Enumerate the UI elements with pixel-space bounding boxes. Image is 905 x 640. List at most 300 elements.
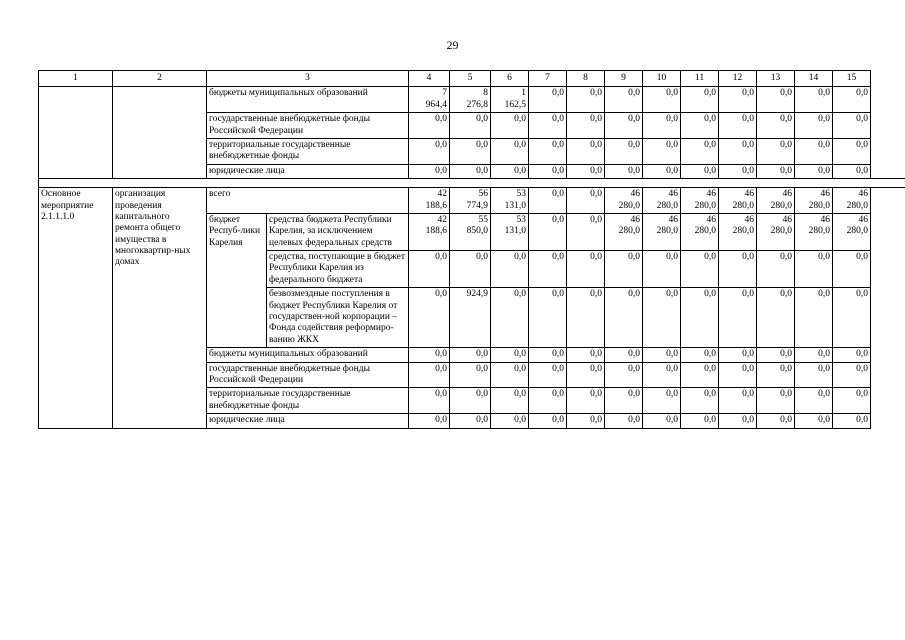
value-cell xyxy=(757,213,795,250)
value-cell xyxy=(719,388,757,414)
value-cell xyxy=(833,348,871,362)
value-cell xyxy=(643,87,681,113)
value-cell xyxy=(833,138,871,164)
value-text: 0,0 xyxy=(552,88,564,99)
value-cell xyxy=(643,288,681,348)
value-text: 53 xyxy=(516,214,526,225)
value-text: 53 xyxy=(516,189,526,200)
source-label: безвозмездные поступления в бюджет Республики Карелия от государствен-ной корпорации – Фонда содействия реформиро-ванию ЖКХ xyxy=(267,288,409,348)
activity-name-cell: организация проведения капитального ремонта общего имущества в многоквартир-ных домах xyxy=(113,188,207,428)
value-text: 0,0 xyxy=(856,415,868,426)
value-text: 46 xyxy=(630,189,640,200)
value-text: 0,0 xyxy=(552,165,564,176)
value-cell xyxy=(833,414,871,428)
value-cell xyxy=(450,388,491,414)
value-cell xyxy=(567,87,605,113)
value-cell xyxy=(719,87,757,113)
value-cell xyxy=(795,188,833,214)
value-cell xyxy=(529,348,567,362)
value-text: 0,0 xyxy=(476,114,488,125)
value-text: 280,0 xyxy=(694,226,716,237)
value-text: 0,0 xyxy=(856,349,868,360)
value-text: 280,0 xyxy=(732,226,754,237)
value-text: 0,0 xyxy=(666,139,678,150)
value-cell xyxy=(681,213,719,250)
value-cell xyxy=(450,414,491,428)
value-cell xyxy=(529,113,567,139)
column-header: 9 xyxy=(605,71,643,87)
value-text: 280,0 xyxy=(694,200,716,211)
value-text: 850,0 xyxy=(466,226,488,237)
source-label: юридические лица xyxy=(207,164,409,178)
value-cell xyxy=(643,213,681,250)
value-cell xyxy=(833,362,871,388)
value-text: 0,0 xyxy=(552,139,564,150)
value-text: 0,0 xyxy=(818,114,830,125)
value-cell xyxy=(719,138,757,164)
value-cell xyxy=(757,362,795,388)
source-label: всего xyxy=(207,188,409,214)
value-cell xyxy=(409,388,450,414)
value-text: 0,0 xyxy=(818,252,830,263)
value-cell xyxy=(795,164,833,178)
value-text: 280,0 xyxy=(808,200,830,211)
value-text: 0,0 xyxy=(856,252,868,263)
value-text: 0,0 xyxy=(780,363,792,374)
value-cell xyxy=(567,348,605,362)
value-cell xyxy=(833,251,871,288)
value-cell xyxy=(833,388,871,414)
value-text: 0,0 xyxy=(476,415,488,426)
value-text: 55 xyxy=(478,214,488,225)
value-cell xyxy=(795,348,833,362)
value-cell xyxy=(681,188,719,214)
value-text: 0,0 xyxy=(435,349,447,360)
value-text: 0,0 xyxy=(780,349,792,360)
value-cell xyxy=(643,362,681,388)
value-cell xyxy=(491,87,529,113)
value-text: 0,0 xyxy=(435,252,447,263)
value-cell xyxy=(491,288,529,348)
value-cell xyxy=(491,348,529,362)
value-text: 0,0 xyxy=(666,289,678,300)
value-text: 0,0 xyxy=(856,389,868,400)
value-cell xyxy=(681,251,719,288)
value-text: 0,0 xyxy=(818,363,830,374)
value-cell xyxy=(491,113,529,139)
value-text: 276,8 xyxy=(466,99,488,110)
value-text: 774,9 xyxy=(466,200,488,211)
value-text: 0,0 xyxy=(704,88,716,99)
source-label: государственные внебюджетные фонды Российской Федерации xyxy=(207,362,409,388)
value-text: 0,0 xyxy=(704,114,716,125)
value-text: 0,0 xyxy=(514,139,526,150)
value-text: 0,0 xyxy=(666,88,678,99)
value-text: 0,0 xyxy=(590,189,602,200)
value-cell xyxy=(567,362,605,388)
value-cell xyxy=(567,388,605,414)
column-header: 1 xyxy=(39,71,113,87)
value-text: 0,0 xyxy=(666,349,678,360)
column-header: 4 xyxy=(409,71,450,87)
value-cell xyxy=(795,251,833,288)
value-cell xyxy=(643,164,681,178)
value-cell xyxy=(719,251,757,288)
value-text: 131,0 xyxy=(504,226,526,237)
value-text: 0,0 xyxy=(435,363,447,374)
value-text: 0,0 xyxy=(666,389,678,400)
column-header: 14 xyxy=(795,71,833,87)
value-text: 280,0 xyxy=(770,226,792,237)
column-header: 3 xyxy=(207,71,409,87)
value-cell xyxy=(409,164,450,178)
value-text: 0,0 xyxy=(590,363,602,374)
value-cell xyxy=(643,251,681,288)
value-text: 0,0 xyxy=(856,363,868,374)
value-text: 0,0 xyxy=(742,389,754,400)
activity-name-cell xyxy=(113,87,207,179)
value-cell xyxy=(681,414,719,428)
value-text: 0,0 xyxy=(590,88,602,99)
value-text: 0,0 xyxy=(552,389,564,400)
value-text: 0,0 xyxy=(514,114,526,125)
value-cell xyxy=(719,362,757,388)
value-cell xyxy=(605,164,643,178)
source-label: бюджеты муниципальных образований xyxy=(207,348,409,362)
value-cell xyxy=(681,87,719,113)
value-cell xyxy=(409,213,450,250)
source-label: средства бюджета Республики Карелия, за исключением целевых федеральных средств xyxy=(267,213,409,250)
value-text: 0,0 xyxy=(818,349,830,360)
value-text: 0,0 xyxy=(666,114,678,125)
separator-cell xyxy=(39,179,905,188)
value-text: 0,0 xyxy=(476,389,488,400)
value-cell xyxy=(795,288,833,348)
value-text: 280,0 xyxy=(846,200,868,211)
value-cell xyxy=(605,251,643,288)
value-text: 131,0 xyxy=(504,200,526,211)
value-text: 0,0 xyxy=(590,139,602,150)
value-cell xyxy=(719,164,757,178)
column-header: 10 xyxy=(643,71,681,87)
value-text: 46 xyxy=(782,189,792,200)
value-cell xyxy=(643,388,681,414)
value-cell xyxy=(795,362,833,388)
value-text: 0,0 xyxy=(552,114,564,125)
value-cell xyxy=(567,414,605,428)
value-text: 0,0 xyxy=(476,165,488,176)
value-text: 964,4 xyxy=(425,99,447,110)
value-cell xyxy=(757,113,795,139)
value-text: 46 xyxy=(706,214,716,225)
value-text: 0,0 xyxy=(476,139,488,150)
value-text: 46 xyxy=(858,214,868,225)
value-text: 924,9 xyxy=(466,289,488,300)
value-cell xyxy=(529,138,567,164)
value-cell xyxy=(529,288,567,348)
value-cell xyxy=(491,251,529,288)
value-text: 42 xyxy=(437,189,447,200)
value-text: 0,0 xyxy=(628,165,640,176)
value-text: 0,0 xyxy=(666,252,678,263)
table-row-total xyxy=(39,188,905,214)
value-text: 0,0 xyxy=(856,114,868,125)
value-cell xyxy=(409,288,450,348)
value-cell xyxy=(681,113,719,139)
value-text: 0,0 xyxy=(704,139,716,150)
value-cell xyxy=(719,414,757,428)
value-cell xyxy=(567,288,605,348)
value-text: 0,0 xyxy=(514,389,526,400)
value-text: 46 xyxy=(820,189,830,200)
value-text: 46 xyxy=(744,214,754,225)
value-text: 0,0 xyxy=(590,165,602,176)
value-cell xyxy=(643,113,681,139)
value-text: 0,0 xyxy=(435,389,447,400)
table-row xyxy=(39,87,905,113)
source-label: территориальные государственные внебюджетные фонды xyxy=(207,138,409,164)
value-cell xyxy=(643,348,681,362)
value-cell xyxy=(409,138,450,164)
value-text: 0,0 xyxy=(780,139,792,150)
column-header: 11 xyxy=(681,71,719,87)
source-label: средства, поступающие в бюджет Республики Карелия из федерального бюджета xyxy=(267,251,409,288)
column-header: 13 xyxy=(757,71,795,87)
value-text: 0,0 xyxy=(704,389,716,400)
value-text: 0,0 xyxy=(856,88,868,99)
value-cell xyxy=(795,138,833,164)
value-text: 0,0 xyxy=(514,415,526,426)
value-text: 280,0 xyxy=(656,226,678,237)
value-cell xyxy=(681,348,719,362)
value-cell xyxy=(567,213,605,250)
value-cell xyxy=(605,414,643,428)
value-text: 0,0 xyxy=(552,189,564,200)
value-text: 0,0 xyxy=(666,165,678,176)
value-text: 0,0 xyxy=(590,289,602,300)
budget-table xyxy=(38,70,905,429)
value-text: 0,0 xyxy=(514,165,526,176)
source-label: юридические лица xyxy=(207,414,409,428)
column-header: 6 xyxy=(491,71,529,87)
value-cell xyxy=(450,288,491,348)
value-text: 0,0 xyxy=(514,252,526,263)
value-text: 0,0 xyxy=(628,363,640,374)
value-text: 0,0 xyxy=(742,349,754,360)
value-text: 0,0 xyxy=(704,165,716,176)
value-cell xyxy=(567,188,605,214)
value-cell xyxy=(833,87,871,113)
value-text: 0,0 xyxy=(552,349,564,360)
value-text: 188,6 xyxy=(425,226,447,237)
value-cell xyxy=(757,388,795,414)
source-label: государственные внебюджетные фонды Российской Федерации xyxy=(207,113,409,139)
column-header: 5 xyxy=(450,71,491,87)
value-cell xyxy=(529,213,567,250)
value-text: 0,0 xyxy=(818,88,830,99)
value-cell xyxy=(529,251,567,288)
value-text: 0,0 xyxy=(742,252,754,263)
value-text: 0,0 xyxy=(780,88,792,99)
source-label: территориальные государственные внебюджетные фонды xyxy=(207,388,409,414)
value-text: 0,0 xyxy=(435,415,447,426)
value-text: 0,0 xyxy=(552,415,564,426)
value-text: 188,6 xyxy=(425,200,447,211)
value-cell xyxy=(450,164,491,178)
value-text: 0,0 xyxy=(704,252,716,263)
value-cell xyxy=(757,188,795,214)
value-text: 0,0 xyxy=(742,415,754,426)
value-text: 0,0 xyxy=(435,289,447,300)
value-cell xyxy=(757,414,795,428)
value-cell xyxy=(491,164,529,178)
value-text: 0,0 xyxy=(856,165,868,176)
value-text: 162,5 xyxy=(504,99,526,110)
value-text: 0,0 xyxy=(818,415,830,426)
value-cell xyxy=(409,414,450,428)
value-cell xyxy=(605,288,643,348)
value-text: 0,0 xyxy=(742,88,754,99)
value-text: 0,0 xyxy=(552,289,564,300)
value-cell xyxy=(409,251,450,288)
value-cell xyxy=(795,87,833,113)
value-cell xyxy=(491,138,529,164)
value-text: 0,0 xyxy=(552,214,564,225)
value-cell xyxy=(529,414,567,428)
activity-type-cell: Основное мероприятие 2.1.1.1.0 xyxy=(39,188,113,428)
activity-type-cell xyxy=(39,87,113,179)
value-text: 0,0 xyxy=(780,415,792,426)
value-cell xyxy=(719,213,757,250)
value-cell xyxy=(681,288,719,348)
column-header: 12 xyxy=(719,71,757,87)
value-cell xyxy=(491,414,529,428)
value-cell xyxy=(719,113,757,139)
value-text: 280,0 xyxy=(618,226,640,237)
value-cell xyxy=(643,188,681,214)
value-cell xyxy=(450,188,491,214)
value-text: 8 xyxy=(483,88,488,99)
value-text: 0,0 xyxy=(742,114,754,125)
value-cell xyxy=(491,388,529,414)
value-text: 0,0 xyxy=(628,252,640,263)
value-text: 0,0 xyxy=(780,389,792,400)
value-text: 0,0 xyxy=(590,214,602,225)
value-cell xyxy=(719,348,757,362)
value-cell xyxy=(450,138,491,164)
value-text: 0,0 xyxy=(628,114,640,125)
value-cell xyxy=(491,362,529,388)
value-cell xyxy=(567,164,605,178)
value-text: 46 xyxy=(858,189,868,200)
value-cell xyxy=(757,288,795,348)
value-text: 7 xyxy=(442,88,447,99)
value-cell xyxy=(833,164,871,178)
value-text: 0,0 xyxy=(590,415,602,426)
value-text: 0,0 xyxy=(818,389,830,400)
value-cell xyxy=(605,138,643,164)
value-text: 0,0 xyxy=(818,165,830,176)
value-text: 0,0 xyxy=(742,139,754,150)
page-number: 29 xyxy=(446,38,459,52)
value-text: 280,0 xyxy=(808,226,830,237)
value-text: 0,0 xyxy=(628,289,640,300)
value-cell xyxy=(643,138,681,164)
value-cell xyxy=(605,113,643,139)
value-cell xyxy=(450,213,491,250)
value-cell xyxy=(529,188,567,214)
value-text: 0,0 xyxy=(818,289,830,300)
value-text: 46 xyxy=(706,189,716,200)
value-cell xyxy=(409,362,450,388)
column-number-row xyxy=(39,71,905,87)
value-cell xyxy=(409,113,450,139)
column-header: 15 xyxy=(833,71,871,87)
republic-budget-label: бюджет Респуб-лики Карелия xyxy=(207,213,267,347)
value-cell xyxy=(643,414,681,428)
column-header: 7 xyxy=(529,71,567,87)
value-text: 0,0 xyxy=(552,363,564,374)
value-cell xyxy=(529,164,567,178)
value-cell xyxy=(409,348,450,362)
value-text: 1 xyxy=(521,88,526,99)
value-cell xyxy=(605,362,643,388)
value-text: 0,0 xyxy=(742,165,754,176)
value-text: 0,0 xyxy=(780,252,792,263)
value-cell xyxy=(409,87,450,113)
value-cell xyxy=(757,348,795,362)
value-cell xyxy=(795,213,833,250)
value-text: 280,0 xyxy=(656,200,678,211)
value-cell xyxy=(409,188,450,214)
value-cell xyxy=(681,164,719,178)
value-cell xyxy=(450,362,491,388)
value-text: 46 xyxy=(820,214,830,225)
value-text: 0,0 xyxy=(704,289,716,300)
value-text: 0,0 xyxy=(780,165,792,176)
value-text: 0,0 xyxy=(628,88,640,99)
value-text: 0,0 xyxy=(476,349,488,360)
value-cell xyxy=(450,348,491,362)
value-cell xyxy=(529,362,567,388)
value-text: 280,0 xyxy=(770,200,792,211)
value-cell xyxy=(681,388,719,414)
source-label: бюджеты муниципальных образований xyxy=(207,87,409,113)
value-text: 0,0 xyxy=(780,289,792,300)
value-text: 280,0 xyxy=(732,200,754,211)
value-cell xyxy=(757,251,795,288)
value-text: 0,0 xyxy=(476,363,488,374)
value-text: 42 xyxy=(437,214,447,225)
value-cell xyxy=(605,388,643,414)
value-text: 280,0 xyxy=(846,226,868,237)
value-cell xyxy=(795,388,833,414)
value-text: 46 xyxy=(782,214,792,225)
value-cell xyxy=(833,288,871,348)
value-text: 0,0 xyxy=(590,389,602,400)
value-text: 0,0 xyxy=(590,252,602,263)
value-text: 0,0 xyxy=(742,363,754,374)
value-text: 0,0 xyxy=(476,252,488,263)
value-cell xyxy=(605,213,643,250)
value-text: 0,0 xyxy=(514,289,526,300)
value-cell xyxy=(681,362,719,388)
value-cell xyxy=(450,87,491,113)
value-cell xyxy=(757,138,795,164)
value-text: 0,0 xyxy=(742,289,754,300)
value-text: 0,0 xyxy=(435,139,447,150)
value-cell xyxy=(719,288,757,348)
